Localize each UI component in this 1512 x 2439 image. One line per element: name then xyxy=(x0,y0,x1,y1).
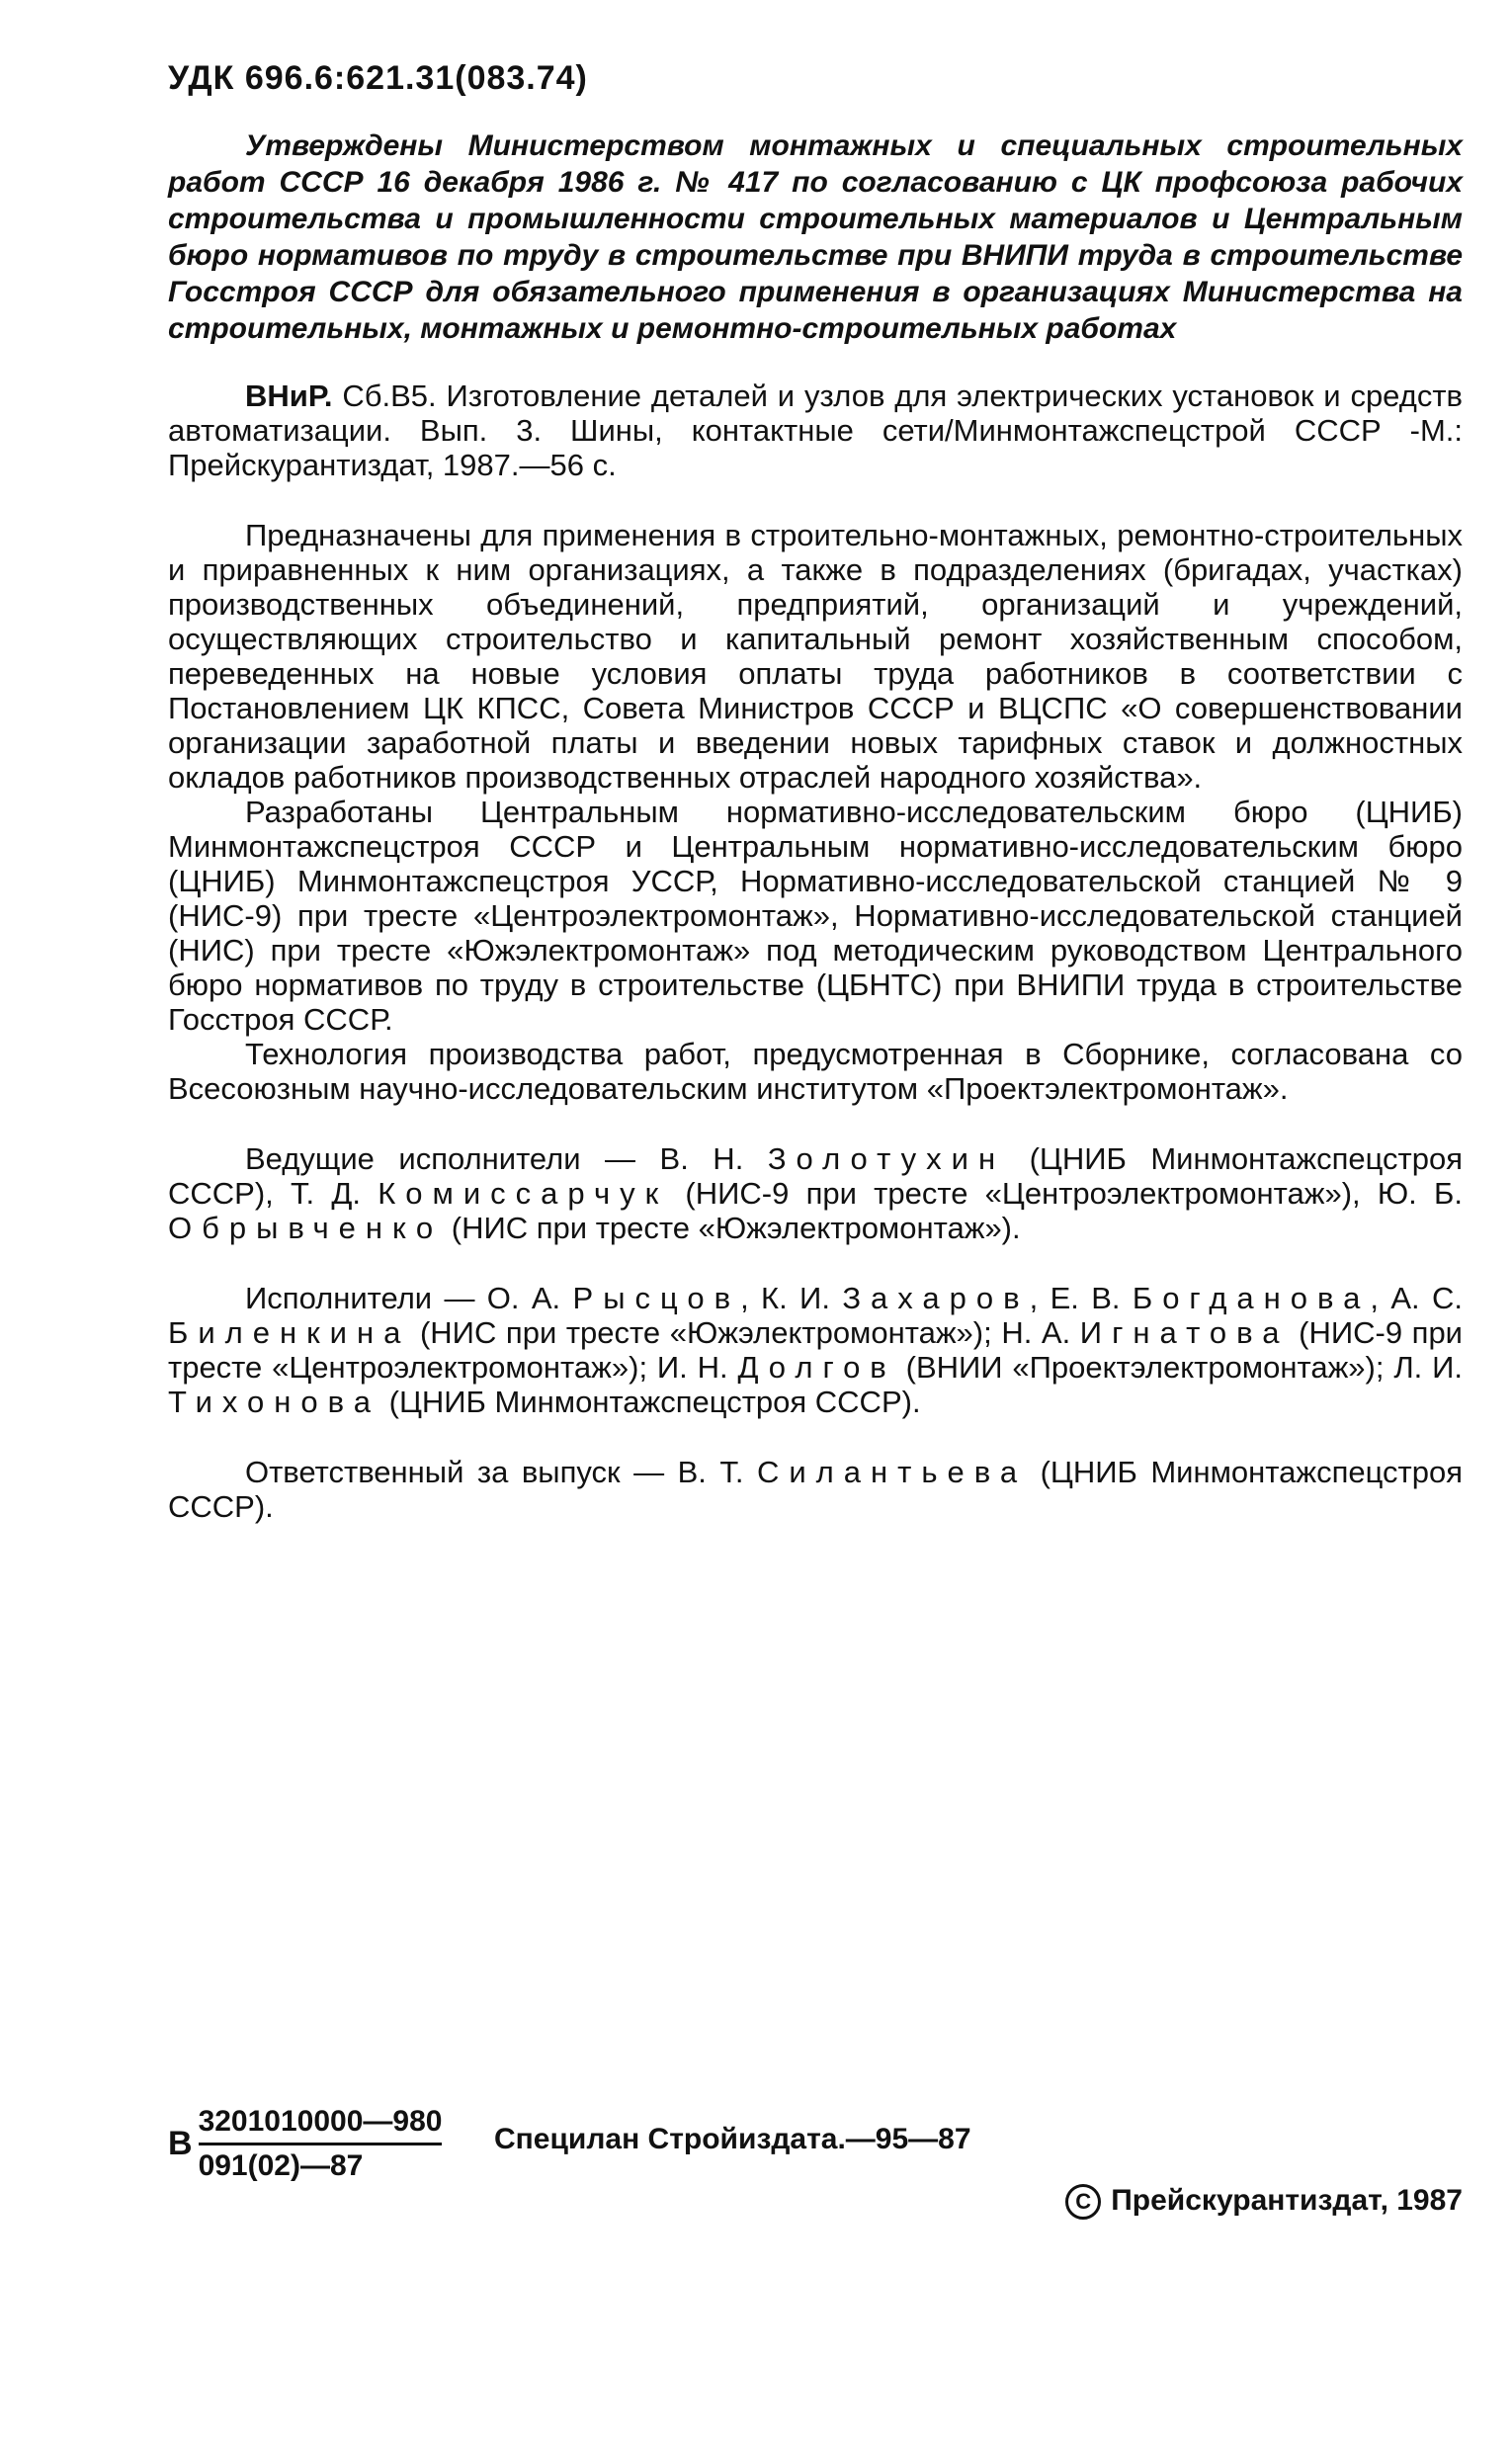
developers-paragraph: Разработаны Центральным нормативно-исследовательским бюро (ЦНИБ) Минмонтажспецстроя СССР и Центральным нормативно-исследовательским бюро (ЦНИБ) Минмонтажспецстроя УССР, Нормативно-исследовательской станцией № 9 (НИС-9) при тресте «Центроэлектромонтаж», Нормативно-исследовательской станцией (НИС) при тресте «Южэлектромонтаж» под методическим руководством Центрального бюро нормативов по труду в строительстве (ЦБНТС) при ВНИПИ труда в строительстве Госстроя СССР. xyxy=(168,795,1463,1037)
performer-affiliation: (ВНИИ «Проектэлектромонтаж»); Л. И. xyxy=(895,1350,1464,1385)
responsible-affiliation: (ЦНИБ Минмонтажспецстроя СССР). xyxy=(168,1455,1463,1524)
performer-separator: , Е. В. xyxy=(1029,1281,1133,1315)
performer-name: Богданова xyxy=(1132,1281,1371,1315)
performer-affiliation: (НИС-9 при тресте «Центроэлектромонтаж»); И. Н. xyxy=(168,1315,1463,1385)
performer-name: Рысцов xyxy=(572,1281,741,1315)
copyright-icon: C xyxy=(1065,2184,1101,2220)
leading-performers xyxy=(168,1141,1492,1245)
performer-name: Комиссарчук xyxy=(378,1176,669,1211)
bibliography-text: Сб.В5. Изготовление деталей и узлов для электрических установок и средств автоматизации. Вып. 3. Шины, контактные сети/Минмонтажспецстрой СССР -М.: Прейскурантиздат, 1987.—56 с. xyxy=(168,378,1463,482)
performer-affiliation: (НИС при тресте «Южэлектромонтаж»). xyxy=(443,1211,1021,1245)
publication-index xyxy=(168,2105,442,2183)
bibliographic-record xyxy=(168,378,1492,482)
performer-affiliation: (ЦНИБ Минмонтажспецстроя СССР), Т. Д. xyxy=(168,1141,1463,1211)
udk-code: УДК 696.6:621.31(083.74) xyxy=(168,59,588,97)
leading-prefix: Ведущие исполнители — В. Н. xyxy=(245,1141,768,1176)
publishing-plan: Специлан Стройиздата.—95—87 xyxy=(494,2123,971,2155)
bibliography-label: ВНиР. xyxy=(245,378,333,413)
responsible-prefix: Ответственный за выпуск — В. Т. xyxy=(245,1455,757,1489)
performer-name: Игнатова xyxy=(1079,1315,1290,1350)
performer-separator: , К. И. xyxy=(740,1281,843,1315)
performer-affiliation: (НИС-9 при тресте «Центроэлектромонтаж»), Ю. Б. xyxy=(668,1176,1463,1211)
performer-name: Долгов xyxy=(737,1350,896,1385)
performer-separator: , А. С. xyxy=(1370,1281,1463,1315)
performer-name: Обрывченко xyxy=(168,1211,444,1245)
index-fraction xyxy=(199,2105,443,2183)
performers xyxy=(168,1281,1492,1419)
document-page xyxy=(168,59,1492,1524)
performer-name: Золотухин xyxy=(767,1141,1006,1176)
approval-statement: Утверждены Министерством монтажных и специальных строительных работ СССР 16 декабря 1986 г. № 417 по согласованию с ЦК профсоюза рабочих строительства и промышленности строительных материалов и Центральным бюро нормативов по труду в строительстве при ВНИПИ труда в строительстве Госстроя СССР для обязательного применения в организациях Министерства на строительных, монтажных и ремонтно-строительных работах xyxy=(168,129,1463,345)
imprint-footer xyxy=(168,2105,1492,2224)
copyright-line xyxy=(1065,2184,1463,2220)
performers-prefix: Исполнители — О. А. xyxy=(245,1281,573,1315)
index-numerator: 3201010000—980 xyxy=(199,2105,443,2145)
technology-paragraph: Технология производства работ, предусмотренная в Сборнике, согласована со Всесоюзным научно-исследовательским институтом «Проектэлектромонтаж». xyxy=(168,1037,1463,1106)
performer-name: Захаров xyxy=(842,1281,1030,1315)
performer-affiliation: (НИС при тресте «Южэлектромонтаж»); Н. А. xyxy=(410,1315,1080,1350)
copyright-text: Прейскурантиздат, 1987 xyxy=(1111,2184,1463,2217)
index-denominator: 091(02)—87 xyxy=(198,2149,364,2182)
performer-name: Тихонова xyxy=(168,1385,381,1419)
performer-affiliation: (ЦНИБ Минмонтажспецстроя СССР). xyxy=(380,1385,921,1419)
responsible-editor xyxy=(168,1455,1492,1524)
index-letter: В xyxy=(168,2125,193,2162)
responsible-name: Силантьева xyxy=(756,1455,1028,1489)
purpose-paragraph: Предназначены для применения в строительно-монтажных, ремонтно-строительных и приравненных к ним организациях, а также в подразделениях (бригадах, участках) производственных объединений, предприятий, организаций и учреждений, осуществляющих строительство и капитальный ремонт хозяйственным способом, переведенных на новые условия оплаты труда работников в соответствии с Постановлением ЦК КПСС, Совета Министров СССР и ВЦСПС «О совершенствовании организации заработной платы и введении новых тарифных ставок и должностных окладов работников производственных отраслей народного хозяйства». xyxy=(168,518,1463,795)
performer-name: Биленкина xyxy=(168,1315,411,1350)
